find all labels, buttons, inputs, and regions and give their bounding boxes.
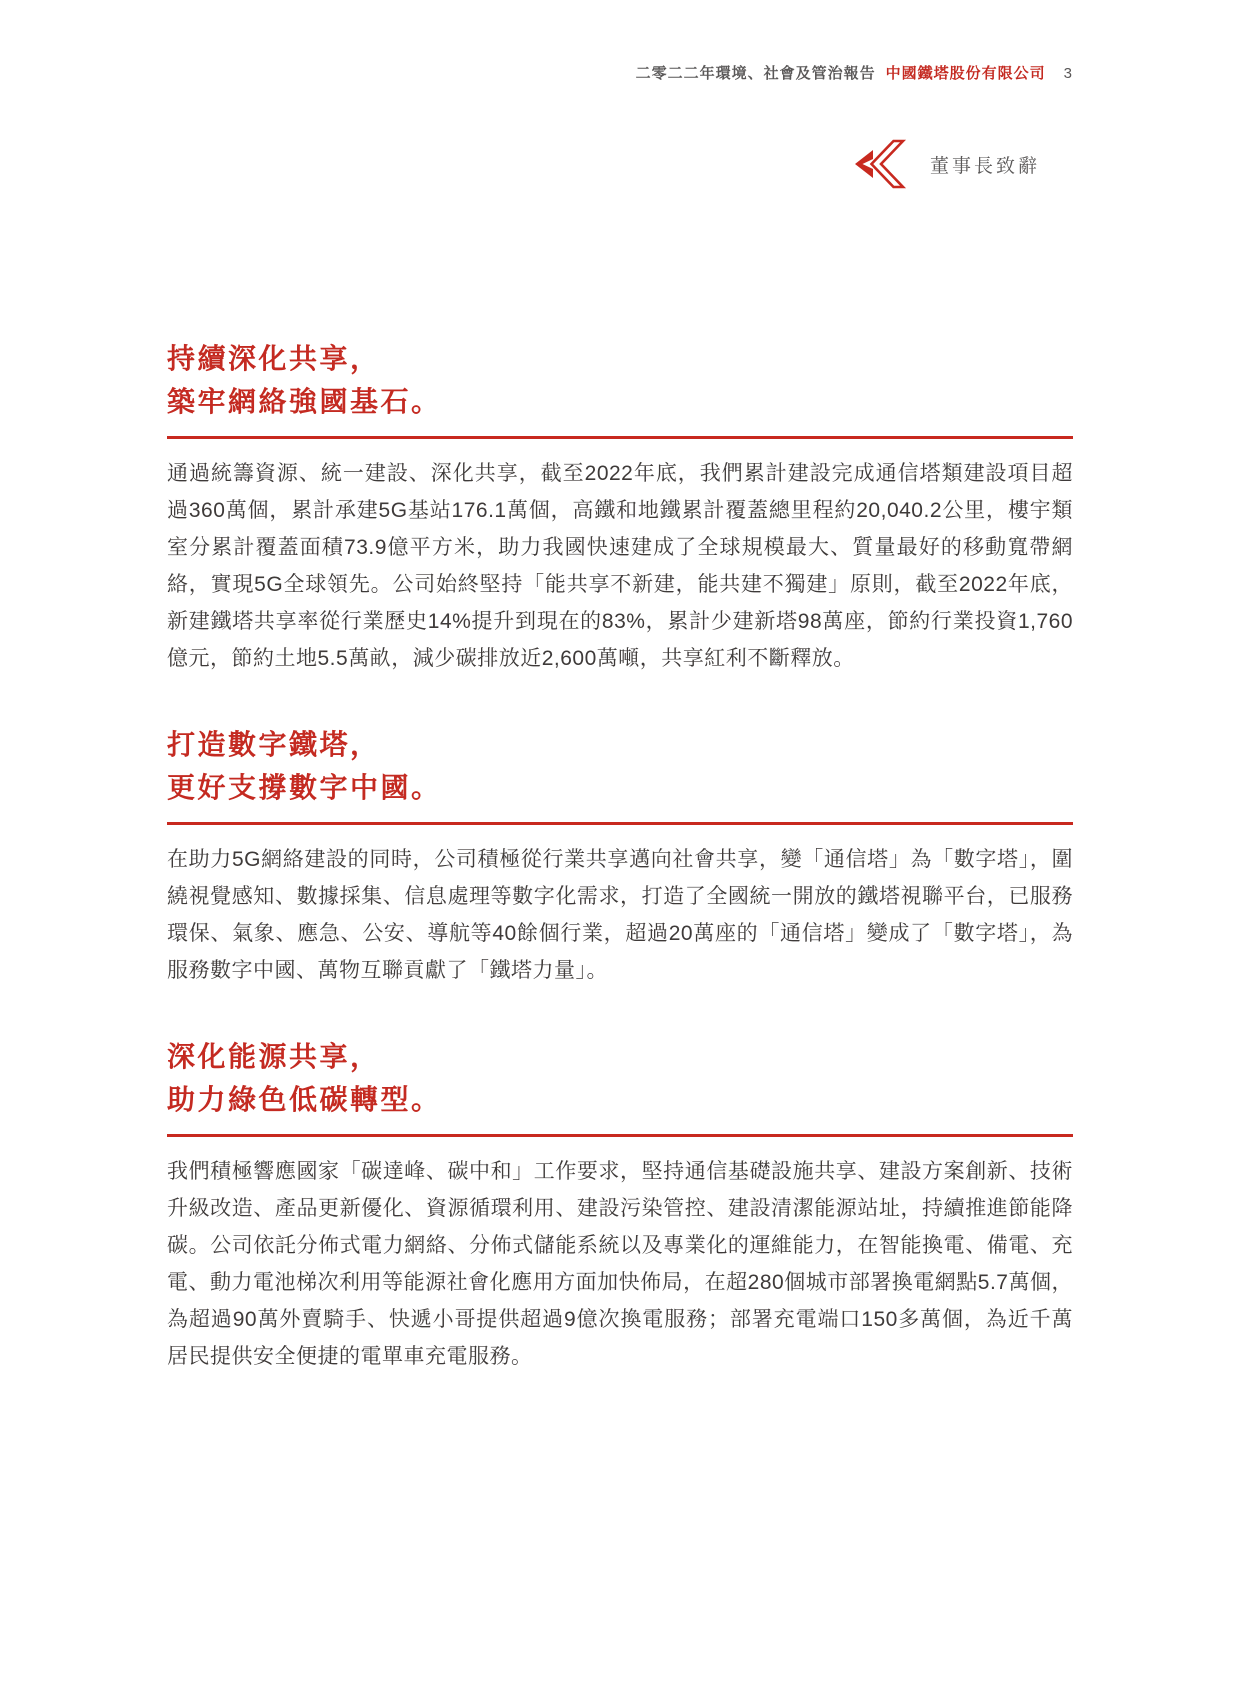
section-paragraph: 通過統籌資源、統一建設、深化共享，截至2022年底，我們累計建設完成通信塔類建設項目超過360萬個，累計承建5G基站176.1萬個，高鐵和地鐵累計覆蓋總里程約20,040.2公里，樓宇類室分累計覆蓋面積73.9億平方米，助力我國快速建成了全球規模最大、質量最好的移動寬帶網絡，實現5G全球領先。公司始終堅持「能共享不新建，能共建不獨建」原則，截至2022年底，新建鐵塔共享率從行業歷史14%提升到現在的83%，累計少建新塔98萬座，節約行業投資1,760億元，節約土地5.5萬畝，減少碳排放近2,600萬噸，共享紅利不斷釋放。 <box>167 462 1073 670</box>
company-name: 中國鐵塔股份有限公司 <box>885 65 1046 82</box>
section-heading <box>167 723 1073 809</box>
section-digital-tower <box>167 723 1073 989</box>
heading-line: 持續深化共享， <box>167 343 381 374</box>
page-header <box>0 0 1240 83</box>
section-paragraph: 在助力5G網絡建設的同時，公司積極從行業共享邁向社會共享，變「通信塔」為「數字塔」，圍繞視覺感知、數據採集、信息處理等數字化需求，打造了全國統一開放的鐵塔視聯平台，已服務環保、氣象、應急、公安、導航等40餘個行業，超過20萬座的「通信塔」變成了「數字塔」，為服務數字中國、萬物互聯貢獻了「鐵塔力量」。 <box>167 848 1073 982</box>
section-heading <box>167 337 1073 423</box>
page-number: 3 <box>1063 65 1072 82</box>
section-divider <box>167 1134 1073 1137</box>
heading-line: 深化能源共享， <box>167 1041 381 1072</box>
chapter-tab <box>0 139 1240 189</box>
chapter-title: 董事長致辭 <box>929 155 1040 177</box>
double-chevron-left-icon <box>846 139 910 189</box>
section-divider <box>167 822 1073 825</box>
heading-line: 更好支撐數字中國。 <box>167 772 442 803</box>
heading-line: 助力綠色低碳轉型。 <box>167 1084 442 1115</box>
content-column <box>167 337 1073 1375</box>
section-energy-sharing <box>167 1035 1073 1375</box>
report-title: 二零二二年環境、社會及管治報告 <box>635 65 876 82</box>
section-paragraph: 我們積極響應國家「碳達峰、碳中和」工作要求，堅持通信基礎設施共享、建設方案創新、技術升級改造、產品更新優化、資源循環利用、建設污染管控、建設清潔能源站址，持續推進節能降碳。公司依託分佈式電力網絡、分佈式儲能系統以及專業化的運維能力，在智能換電、備電、充電、動力電池梯次利用等能源社會化應用方面加快佈局，在超280個城市部署換電網點5.7萬個，為超過90萬外賣騎手、快遞小哥提供超過9億次換電服務；部署充電端口150多萬個，為近千萬居民提供安全便捷的電單車充電服務。 <box>167 1160 1073 1368</box>
section-heading <box>167 1035 1073 1121</box>
heading-line: 打造數字鐵塔， <box>167 729 381 760</box>
section-divider <box>167 436 1073 439</box>
heading-line: 築牢網絡強國基石。 <box>167 386 442 417</box>
section-deepen-sharing <box>167 337 1073 677</box>
